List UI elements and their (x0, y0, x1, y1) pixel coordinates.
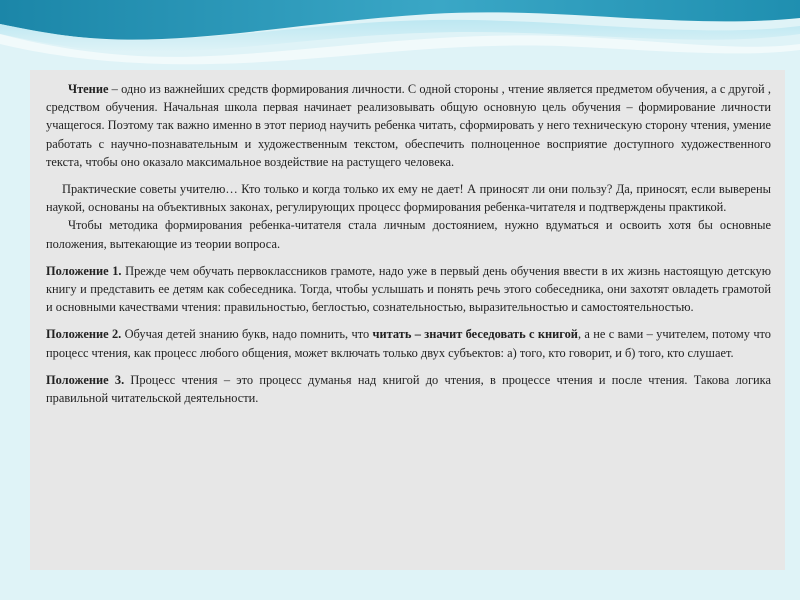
position-2 (46, 325, 771, 361)
position-3-label: Положение 3. (46, 372, 125, 387)
position-3-text: Процесс чтения – это процесс думанья над книгой до чтения, в процессе чтения и после чтения. Такова логика правильной читательской деятельности. (46, 372, 771, 406)
position-1-text: Прежде чем обучать первоклассников грамоте, надо уже в первый день обучения ввести в их жизнь настоящую детскую книгу и представить ее детям как собеседника. Тогда, чтобы услышать и понять речь этого собеседника, они захотят овладеть грамотой и основными качествами чтения: правильностью, беглостью, сознательностью, выразительностью и самостоятельностью. (46, 263, 771, 315)
spacer (46, 362, 771, 371)
spacer (46, 253, 771, 262)
text-content-box (30, 70, 785, 570)
spacer (46, 171, 771, 180)
position-1-label: Положение 1. (46, 263, 122, 278)
position-2-emphasis: читать – значит беседовать с книгой (372, 327, 578, 342)
paragraph-methodology: Чтобы методика формирования ребенка-читателя стала личным достоянием, нужно вдуматься и освоить хотя бы основные положения, вытекающие из теории вопроса. (46, 218, 771, 251)
paragraph-reading-importance (46, 80, 771, 171)
position-3 (46, 371, 771, 407)
spacer (46, 316, 771, 325)
paragraph-reading-text: – одно из важнейших средств формирования личности. С одной стороны , чтение является предметом обучения, а с другой , средством обучения. Начальная школа первая начинает реализовывать общую основную цель обучения – формирование личности учащегося. Поэтому так важно именно в этот период научить ребенка читать, сформировать у него техническую сторону чтения, умение работать с научно-познавательным и художественным текстом, обеспечить полноценное восприятие доступного художественного текста, чтобы оно оказало максимальное воздействие на растущего человека. (46, 82, 771, 169)
position-2-label: Положение 2. (46, 327, 122, 342)
paragraph-practical-advice: Практические советы учителю… Кто только и когда только их ему не дает! А приносят ли они пользу? Да, приносят, если выверены наукой, основаны на объективных законах, регулирующих процесс формирования ребенка-читателя и подтверждены практикой. (46, 182, 771, 215)
decorative-wave-header (0, 0, 800, 80)
position-1 (46, 262, 771, 317)
position-2-text-a: Обучая детей знанию букв, надо помнить, что (121, 327, 373, 342)
position-2-text-b: , а не с вами – учителем, потому что процесс чтения, как процесс любого общения, может включать только двух субъектов: а) того, кто говорит, и б) того, кто слушает. (46, 327, 771, 360)
term-reading: Чтение (68, 82, 109, 96)
